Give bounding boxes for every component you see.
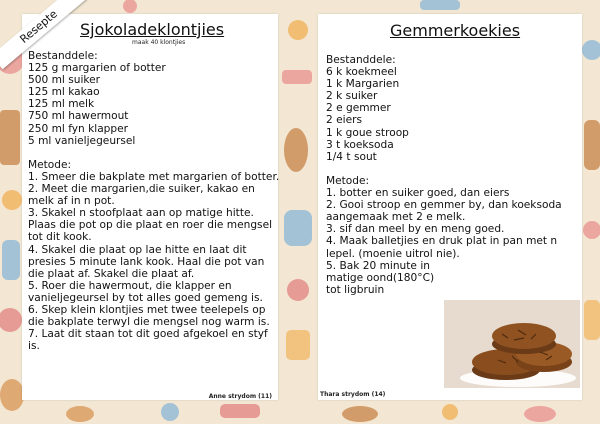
recipe-line: 500 ml suiker — [28, 74, 101, 87]
recipe-line: die bakplate terwyl die mengsel nog warm is. — [28, 316, 270, 329]
recipes-ribbon-label: Resepte — [0, 0, 87, 69]
recipe-line: lepel. (moenie uitrol nie). — [326, 247, 460, 260]
recipe-line: presies 5 minute lank kook. Haal die pot van — [28, 255, 265, 268]
recipe-author: Thara strydom (14) — [320, 391, 386, 398]
recipe-line: 6. Skep klein klontjies met twee teelepels op — [28, 303, 266, 316]
recipe-line: 4. Skakel die plaat op lae hitte en laat dit — [28, 243, 247, 256]
recipe-card-gemmerkoekies — [318, 14, 582, 400]
recipe-line: 2 e gemmer — [326, 102, 391, 115]
recipe-line: aangemaak met 2 e melk. — [326, 211, 466, 224]
recipe-line: 1 k goue stroop — [326, 126, 409, 139]
recipe-card-sjokoladeklontjies — [22, 14, 278, 400]
recipe-line: 1 k Margarien — [326, 78, 400, 91]
recipe-line: 1. botter en suiker goed, dan eiers — [326, 187, 510, 200]
recipe-title: Sjokoladeklontjies — [80, 20, 225, 39]
recipe-line: 4. Maak balletjies en druk plat in pan met n — [326, 235, 558, 248]
recipe-line: Plaas die pot op die plaat en roer die mengsel — [28, 219, 273, 232]
recipe-yield: maak 40 klontjies — [132, 39, 186, 46]
recipe-line: 750 ml hawermout — [28, 110, 129, 123]
recipe-line: 125 g margarien of botter — [28, 62, 166, 75]
recipe-body — [326, 54, 562, 296]
recipe-line — [28, 147, 279, 159]
recipe-line: 2. Gooi stroop en gemmer by, dan koeksoda — [326, 199, 562, 212]
recipe-line: 2. Meet die margarien,die suiker, kakao en — [28, 183, 255, 196]
recipe-author: Anne strydom (11) — [208, 393, 272, 400]
recipe-line: tot ligbruin — [326, 283, 385, 296]
recipe-line: 5. Roer die hawermout, die klapper en — [28, 279, 232, 292]
recipe-line: is. — [28, 340, 40, 353]
recipe-line: Bestanddele: — [28, 50, 98, 62]
recipe-line: 6 k koekmeel — [326, 66, 397, 79]
recipe-line: die plaat af. Skakel die plaat af. — [28, 267, 195, 280]
recipe-line: melk af in n pot. — [28, 195, 115, 208]
recipe-line — [326, 163, 562, 175]
recipe-line: 125 ml kakao — [28, 86, 100, 99]
ginger-cookies-photo — [444, 300, 580, 388]
recipe-line: 3. Skakel n stoofplaat aan op matige hitte. — [28, 207, 254, 220]
recipe-line: 3 t koeksoda — [326, 138, 394, 151]
recipe-line: Metode: — [28, 158, 72, 171]
recipe-body — [28, 50, 279, 352]
recipe-line: matige oond(180°C) — [326, 271, 435, 284]
recipe-line: vanieljegeursel by tot alles goed gemeng is. — [28, 291, 263, 304]
recipe-line: 2 k suiker — [326, 90, 378, 103]
recipe-line: 5. Bak 20 minute in — [326, 259, 430, 272]
recipe-line: tot dit kook. — [28, 231, 92, 244]
recipe-title: Gemmerkoekies — [390, 21, 521, 40]
recipe-line: 125 ml melk — [28, 98, 95, 111]
recipe-line: 2 eiers — [326, 114, 362, 127]
recipe-line: 7. Laat dit staan tot dit goed afgekoel en styf — [28, 328, 268, 341]
recipe-line: 250 ml fyn klapper — [28, 122, 129, 135]
recipe-line: 3. sif dan meel by en meng goed. — [326, 223, 505, 236]
recipe-line: 5 ml vanieljegeursel — [28, 134, 136, 147]
recipe-line: 1/4 t sout — [326, 150, 377, 163]
recipe-line: Bestanddele: — [326, 54, 396, 66]
recipe-line: 1. Smeer die bakplate met margarien of botter. — [28, 170, 280, 183]
recipe-line: Metode: — [326, 174, 370, 187]
